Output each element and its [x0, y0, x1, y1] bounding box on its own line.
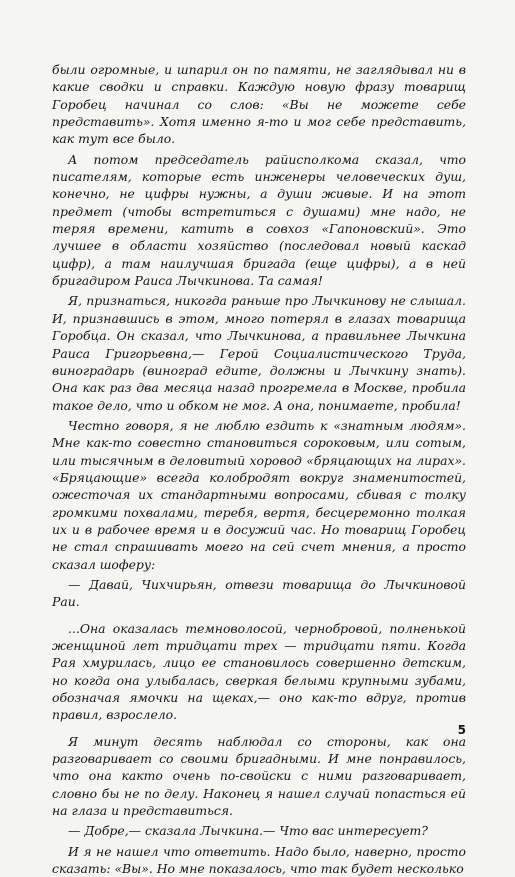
paragraph-5-dialogue: — Давай, Чихчирьян, отвези товарища до Лычкиновой Раи.	[52, 576, 466, 610]
page-body-text	[52, 61, 466, 877]
page-number: 5	[457, 723, 466, 737]
paragraph-9: И я не нашел что ответить. Надо было, наверно, просто сказать: «Вы». Но мне показалось, что так будет несколько	[52, 843, 466, 877]
paragraph-1: были огромные, и шпарил он по памяти, не заглядывал ни в какие сводки и справки. Каждую новую фразу товарищ Горобец начинал со слов: «Вы не можете себе представить». Хотя именно я-то и мог себе представить, как тут все было.	[52, 62, 466, 147]
paragraph-3: Я, признаться, никогда раньше про Лычкинову не слышал. И, признавшись в этом, много потерял в глазах товарища Горобца. Он сказал, что Лычкинова, а правильнее Лычкина Раиса Григорьевна,— Герой Социалистического Труда, виноградарь (виноград едите, должны и Лычкину знать). Она как раз два месяца назад прогремела в Москве, пробила такое дело, что и обком не мог. А она, понимаете, пробила!	[52, 293, 466, 413]
paragraph-4: Честно говоря, я не люблю ездить к «знатным людям». Мне как-то совестно становиться сороковым, или сотым, или тысячным в деловитый хоровод «бряцающих на лирах». «Бряцающие» всегда колобродят вокруг знаменитостей, ожесточая их стандартными вопросами, сбивая с толку громкими похвалами, теребя, вертя, бесцеремонно толкая их и в рабочее время и в досужий час. Но товарищ Горобец не стал спрашивать моего на сей счет мнения, а просто сказал шоферу:	[52, 417, 466, 572]
paragraph-7: Я минут десять наблюдал со стороны, как она разговаривает со своими бригадными. И мне понравилось, что она както очень по-свойски с ними разговаривает, словно бы не по делу. Наконец я нашел случай попасться ей на глаза и представиться.	[52, 733, 466, 819]
paragraph-8-dialogue: — Добре,— сказала Лычкина.— Что вас интересует?	[68, 823, 428, 839]
paragraph-6: ...Она оказалась темноволосой, чернобровой, полненькой женщиной лет тридцати трех — тридцати пяти. Когда Рая хмурилась, лицо ее становилось совершенно детским, но когда она улыбалась, сверкая белыми крупными зубами, обозначая ямочки на щеках,— оно как-то вдруг, против правил, взрослело.	[52, 620, 466, 723]
paragraph-2: А потом председатель райисполкома сказал, что писателям, которые есть инженеры человеческих душ, конечно, не цифры нужны, а души живые. И на этот предмет (чтобы встретиться с душами) мне надо, не теряя времени, катить в совхоз «Гапоновский». Это лучшее в области хозяйство (последовал новый каскад цифр), а там наилучшая бригада (еще цифры), а в ней бригадиром Раиса Лычкинова. Та самая!	[52, 151, 466, 289]
